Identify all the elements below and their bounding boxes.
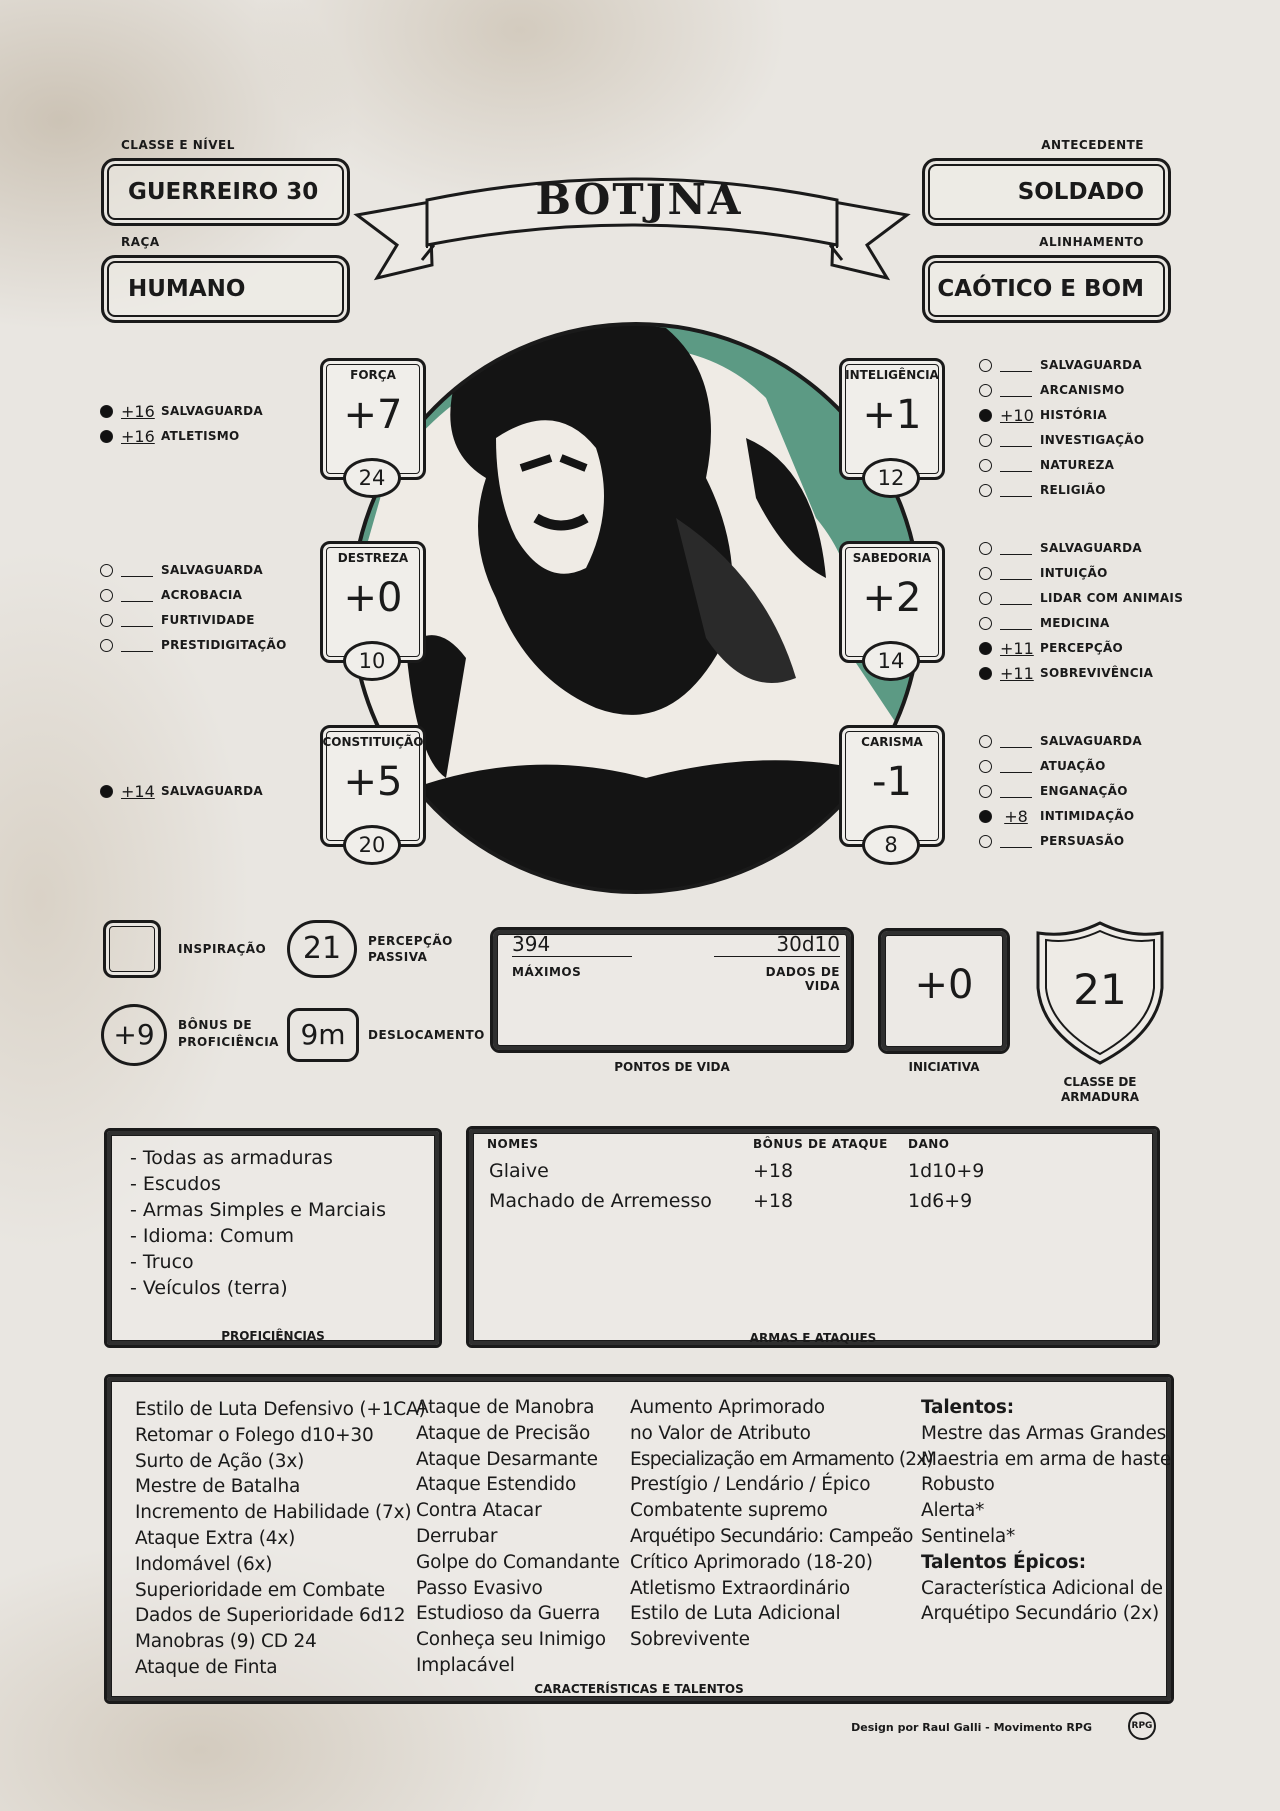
skill-value-blank[interactable] <box>1000 760 1032 773</box>
character-name[interactable]: BOTJNA <box>535 175 743 224</box>
proficiency-dot[interactable] <box>979 642 992 655</box>
skill-dex-save[interactable] <box>100 561 263 579</box>
feature-item: Ataque de Manobra <box>416 1397 595 1418</box>
skill-name: ACROBACIA <box>161 588 243 602</box>
skill-name: ARCANISMO <box>1040 383 1125 397</box>
footer-credit: Design por Raul Galli - Movimento RPG <box>851 1721 1092 1734</box>
attribute-wisdom[interactable] <box>839 541 945 687</box>
skill-value-blank[interactable] <box>1000 567 1032 580</box>
talent-item: Sentinela* <box>921 1525 1016 1547</box>
rpg-logo-icon: RPG <box>1128 1712 1156 1740</box>
skill-medicine[interactable] <box>979 614 1110 632</box>
proficiency-dot[interactable] <box>979 667 992 680</box>
skill-name: ATUAÇÃO <box>1040 759 1106 773</box>
weapons-col-bonus: BÔNUS DE ATAQUE <box>753 1137 888 1151</box>
skill-athletics[interactable] <box>100 427 240 445</box>
features-col-3 <box>630 1395 933 1653</box>
skill-name: PRESTIDIGITAÇÃO <box>161 638 287 652</box>
feature-item: Sobrevivente <box>630 1629 750 1651</box>
passive-perception-label-line1: PERCEPÇÃO <box>368 934 453 948</box>
skill-value-blank[interactable] <box>121 564 153 577</box>
proficiency-dot[interactable] <box>979 617 992 630</box>
skill-cha-save[interactable] <box>979 732 1142 750</box>
epic-talent-item: Característica Adicional de <box>921 1577 1163 1599</box>
passive-perception-label <box>368 933 453 965</box>
skill-value-blank[interactable] <box>121 589 153 602</box>
feature-item: no Valor de Atributo <box>630 1422 811 1444</box>
proficiency-bonus-label <box>178 1017 279 1051</box>
feature-item: Crítico Aprimorado (18-20) <box>630 1551 873 1573</box>
armor-class-value[interactable]: 21 <box>1073 965 1127 1014</box>
skill-name: PERSUASÃO <box>1040 834 1125 848</box>
initiative-value[interactable]: +0 <box>914 962 974 1008</box>
talents-title: Talentos: <box>921 1397 1014 1418</box>
class-level-value: GUERREIRO 30 <box>128 179 319 205</box>
passive-perception-label-line2: PASSIVA <box>368 950 428 964</box>
skill-name: NATUREZA <box>1040 458 1115 472</box>
proficiency-bonus-label-line1: BÔNUS DE <box>178 1018 253 1032</box>
feature-item: Especialização em Armamento (2x) <box>630 1448 933 1470</box>
proficiency-dot[interactable] <box>979 592 992 605</box>
skill-value-blank[interactable] <box>1000 835 1032 848</box>
skill-int-save[interactable] <box>979 356 1142 374</box>
list-item: - Armas Simples e Marciais <box>130 1199 386 1221</box>
armor-class-label <box>1030 1075 1170 1105</box>
proficiency-dot[interactable] <box>979 384 992 397</box>
skill-value-blank[interactable] <box>1000 735 1032 748</box>
skill-persuasion[interactable] <box>979 832 1124 850</box>
skill-value-blank[interactable] <box>1000 484 1032 497</box>
weapon-name: Machado de Arremesso <box>489 1190 712 1212</box>
proficiency-dot[interactable] <box>979 434 992 447</box>
alignment-label: ALINHAMENTO <box>1039 235 1144 249</box>
feature-item: Conheça seu Inimigo <box>416 1629 606 1651</box>
attribute-score[interactable]: 10 <box>343 641 401 681</box>
skill-name: INTIMIDAÇÃO <box>1040 809 1135 823</box>
attribute-name: CONSTITUIÇÃO <box>322 735 424 749</box>
proficiency-dot[interactable] <box>100 430 113 443</box>
proficiency-dot[interactable] <box>979 542 992 555</box>
attribute-modifier: +5 <box>343 759 403 805</box>
proficiency-dot[interactable] <box>979 459 992 472</box>
skill-value[interactable]: +16 <box>121 401 155 421</box>
proficiency-dot[interactable] <box>979 835 992 848</box>
skill-insight[interactable] <box>979 564 1108 582</box>
weapon-damage: 1d6+9 <box>908 1190 973 1212</box>
attribute-dexterity[interactable] <box>320 541 426 687</box>
feature-item: Combatente supremo <box>630 1500 828 1522</box>
skill-value-blank[interactable] <box>1000 542 1032 555</box>
skill-sleight-of-hand[interactable] <box>100 636 287 654</box>
skill-performance[interactable] <box>979 757 1106 775</box>
proficiency-dot[interactable] <box>100 639 113 652</box>
feature-item: Ataque Estendido <box>416 1474 577 1496</box>
skill-value-blank[interactable] <box>1000 617 1032 630</box>
proficiency-dot[interactable] <box>979 760 992 773</box>
proficiency-dot[interactable] <box>979 735 992 748</box>
skill-name: RELIGIÃO <box>1040 483 1106 497</box>
feature-item: Ataque de Precisão <box>416 1422 591 1444</box>
proficiency-dot[interactable] <box>100 785 113 798</box>
proficiency-bonus-label-line2: PROFICIÊNCIA <box>178 1035 279 1049</box>
initiative-label: INICIATIVA <box>908 1060 980 1074</box>
weapon-damage: 1d10+9 <box>908 1160 985 1182</box>
speed-label: DESLOCAMENTO <box>368 1028 485 1042</box>
skill-name: FURTIVIDADE <box>161 613 255 627</box>
feature-item: Aumento Aprimorado <box>630 1397 825 1418</box>
skill-survival[interactable] <box>979 664 1153 682</box>
skill-con-save[interactable] <box>100 782 263 800</box>
proficiency-dot[interactable] <box>100 589 113 602</box>
proficiencies-label: PROFICIÊNCIAS <box>221 1329 325 1343</box>
feature-item: Ataque Desarmante <box>416 1448 598 1470</box>
alignment-value: CAÓTICO E BOM <box>937 276 1144 302</box>
feature-item: Passo Evasivo <box>416 1577 543 1599</box>
skill-name: SALVAGUARDA <box>1040 541 1142 555</box>
feature-item: Ataque Extra (4x) <box>135 1527 296 1549</box>
feature-item: Dados de Superioridade 6d12 <box>135 1605 406 1627</box>
skill-perception[interactable] <box>979 639 1123 657</box>
skill-value-blank[interactable] <box>121 614 153 627</box>
feature-item: Prestígio / Lendário / Épico <box>630 1474 871 1496</box>
skill-value-blank[interactable] <box>1000 434 1032 447</box>
feature-item: Retomar o Folego d10+30 <box>135 1424 374 1446</box>
list-item: - Veículos (terra) <box>130 1277 288 1299</box>
weapon-bonus: +18 <box>753 1160 794 1182</box>
attribute-modifier: +0 <box>343 575 403 621</box>
list-item: - Todas as armaduras <box>130 1147 333 1169</box>
skill-stealth[interactable] <box>100 611 255 629</box>
armor-class-label-line1: CLASSE DE <box>1063 1075 1137 1089</box>
feature-item: Estilo de Luta Adicional <box>630 1603 841 1625</box>
passive-perception-value[interactable]: 21 <box>287 920 357 978</box>
skill-history[interactable] <box>979 406 1107 424</box>
feature-item: Surto de Ação (3x) <box>135 1450 305 1472</box>
weapon-bonus: +18 <box>753 1190 794 1212</box>
skill-investigation[interactable] <box>979 431 1144 449</box>
epic-talent-item: Arquétipo Secundário (2x) <box>921 1603 1160 1625</box>
features-col-2 <box>416 1395 620 1679</box>
feature-item: Ataque de Finta <box>135 1656 278 1678</box>
feature-item: Derrubar <box>416 1525 498 1547</box>
skill-value[interactable]: +10 <box>1000 405 1034 425</box>
skill-name: INVESTIGAÇÃO <box>1040 433 1145 447</box>
proficiencies-list <box>130 1145 386 1301</box>
attribute-constitution[interactable] <box>320 725 426 871</box>
skill-value-blank[interactable] <box>121 639 153 652</box>
skill-name: PERCEPÇÃO <box>1040 641 1124 655</box>
skill-value-blank[interactable] <box>1000 459 1032 472</box>
skill-name: SALVAGUARDA <box>161 404 263 418</box>
skill-intimidation[interactable] <box>979 807 1134 825</box>
background-label: ANTECEDENTE <box>1041 138 1144 152</box>
hit-dice-label: DADOS DE VIDA <box>765 965 840 993</box>
weapons-label: ARMAS E ATAQUES <box>749 1331 877 1345</box>
feature-item: Estudioso da Guerra <box>416 1603 601 1625</box>
skill-name: HISTÓRIA <box>1040 408 1107 422</box>
skill-name: SALVAGUARDA <box>161 784 263 798</box>
features-label: CARACTERÍSTICAS E TALENTOS <box>534 1682 744 1696</box>
feature-item: Implacável <box>416 1654 515 1676</box>
weapons-col-names: NOMES <box>487 1137 539 1151</box>
skill-value[interactable]: +14 <box>121 781 155 801</box>
skill-value-blank[interactable] <box>1000 359 1032 372</box>
attribute-modifier: +1 <box>862 392 922 438</box>
attribute-intelligence[interactable] <box>839 358 945 504</box>
skill-value-blank[interactable] <box>1000 592 1032 605</box>
background-field[interactable] <box>922 158 1171 226</box>
skill-value-blank[interactable] <box>1000 384 1032 397</box>
feature-item: Estilo de Luta Defensivo (+1CA) <box>135 1399 426 1420</box>
attribute-name: SABEDORIA <box>852 551 932 565</box>
attribute-score[interactable]: 14 <box>862 641 920 681</box>
class-level-field[interactable] <box>101 158 350 226</box>
skill-name: ENGANAÇÃO <box>1040 784 1128 798</box>
feature-item: Arquétipo Secundário: Campeão <box>630 1525 913 1547</box>
proficiency-dot[interactable] <box>100 614 113 627</box>
attribute-strength[interactable] <box>320 358 426 504</box>
attribute-modifier: +2 <box>862 575 922 621</box>
weapon-name: Glaive <box>489 1160 549 1182</box>
hp-max-label: MÁXIMOS <box>512 965 582 979</box>
class-level-label: CLASSE E NÍVEL <box>121 138 235 152</box>
skill-acrobatics[interactable] <box>100 586 242 604</box>
attribute-name: FORÇA <box>350 368 396 382</box>
proficiency-dot[interactable] <box>979 810 992 823</box>
attribute-modifier: +7 <box>343 392 403 438</box>
attribute-score[interactable]: 20 <box>343 825 401 865</box>
skill-value-blank[interactable] <box>1000 785 1032 798</box>
proficiency-dot[interactable] <box>979 567 992 580</box>
skill-name: LIDAR COM ANIMAIS <box>1040 591 1184 605</box>
attribute-name: CARISMA <box>861 735 923 749</box>
feature-item: Atletismo Extraordinário <box>630 1577 851 1599</box>
attribute-score[interactable]: 12 <box>862 458 920 498</box>
speed-value[interactable]: 9m <box>287 1008 359 1062</box>
skill-religion[interactable] <box>979 481 1106 499</box>
skill-name: ATLETISMO <box>161 429 240 443</box>
proficiency-dot[interactable] <box>100 405 113 418</box>
skill-name: MEDICINA <box>1040 616 1110 630</box>
proficiency-bonus-value[interactable]: +9 <box>101 1004 167 1066</box>
skill-value[interactable]: +8 <box>1004 806 1028 826</box>
talent-item: Alerta* <box>921 1500 985 1522</box>
features-col-4 <box>921 1395 1171 1627</box>
attribute-name: INTELIGÊNCIA <box>845 368 939 382</box>
features-col-1 <box>135 1397 426 1681</box>
list-item: - Truco <box>130 1251 194 1273</box>
race-field[interactable] <box>101 255 350 323</box>
armor-class-label-line2: ARMADURA <box>1061 1090 1139 1104</box>
feature-item: Golpe do Comandante <box>416 1551 620 1573</box>
skill-nature[interactable] <box>979 456 1114 474</box>
feature-item: Incremento de Habilidade (7x) <box>135 1502 412 1524</box>
skill-name: SOBREVIVÊNCIA <box>1040 666 1154 680</box>
inspiration-label: INSPIRAÇÃO <box>178 942 267 956</box>
skill-animal-handling[interactable] <box>979 589 1183 607</box>
skill-name: SALVAGUARDA <box>1040 358 1142 372</box>
skill-name: INTUIÇÃO <box>1040 566 1108 580</box>
hp-max-value[interactable]: 394 <box>512 932 632 957</box>
skill-value[interactable]: +16 <box>121 426 155 446</box>
race-label: RAÇA <box>121 235 160 249</box>
proficiency-dot[interactable] <box>979 484 992 497</box>
skill-str-save[interactable] <box>100 402 263 420</box>
feature-item: Manobras (9) CD 24 <box>135 1631 317 1653</box>
weapons-box[interactable] <box>466 1126 1160 1348</box>
attribute-modifier: -1 <box>872 759 912 805</box>
skill-deception[interactable] <box>979 782 1128 800</box>
race-value: HUMANO <box>128 276 246 302</box>
attribute-score[interactable]: 8 <box>862 825 920 865</box>
list-item: - Escudos <box>130 1173 221 1195</box>
proficiency-dot[interactable] <box>979 785 992 798</box>
talent-item: Mestre das Armas Grandes <box>921 1422 1167 1444</box>
attribute-charisma[interactable] <box>839 725 945 871</box>
background-value: SOLDADO <box>1017 179 1144 205</box>
feature-item: Superioridade em Combate <box>135 1579 385 1601</box>
attribute-score[interactable]: 24 <box>343 458 401 498</box>
feature-item: Indomável (6x) <box>135 1553 273 1575</box>
inspiration-box[interactable] <box>103 920 161 978</box>
attribute-name: DESTREZA <box>337 551 409 565</box>
talent-item: Maestria em arma de haste <box>921 1448 1172 1470</box>
skill-arcana[interactable] <box>979 381 1125 399</box>
proficiency-dot[interactable] <box>100 564 113 577</box>
skill-wis-save[interactable] <box>979 539 1142 557</box>
weapons-col-damage: DANO <box>908 1137 950 1151</box>
skill-name: SALVAGUARDA <box>161 563 263 577</box>
alignment-field[interactable] <box>922 255 1171 323</box>
feature-item: Contra Atacar <box>416 1500 542 1522</box>
skill-value[interactable]: +11 <box>1000 663 1034 683</box>
talent-item: Robusto <box>921 1474 995 1496</box>
epic-talents-title: Talentos Épicos: <box>921 1551 1086 1573</box>
hit-dice-value[interactable]: 30d10 <box>714 932 840 957</box>
skill-value[interactable]: +11 <box>1000 638 1034 658</box>
proficiency-dot[interactable] <box>979 359 992 372</box>
hit-points-label: PONTOS DE VIDA <box>614 1060 730 1074</box>
skill-name: SALVAGUARDA <box>1040 734 1142 748</box>
feature-item: Mestre de Batalha <box>135 1476 301 1498</box>
proficiency-dot[interactable] <box>979 409 992 422</box>
list-item: - Idioma: Comum <box>130 1225 295 1247</box>
